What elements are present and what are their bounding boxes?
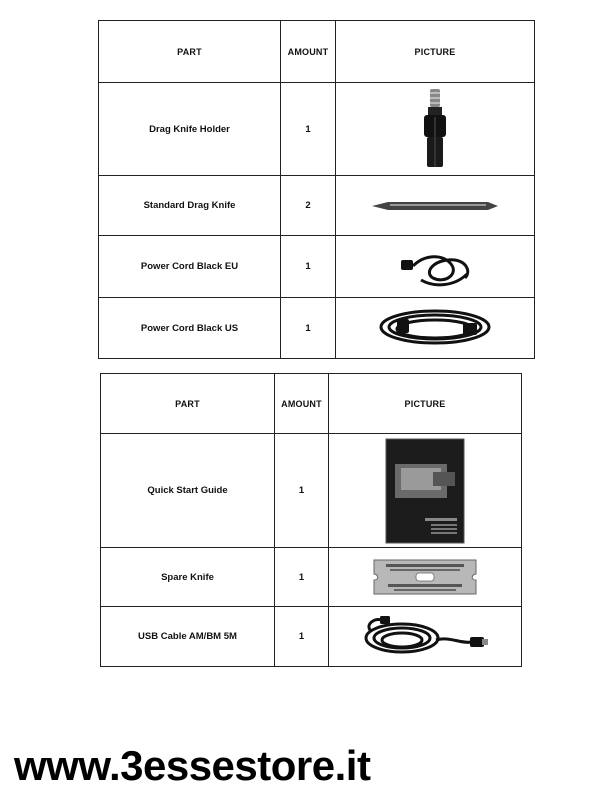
part-picture-cell: [329, 607, 522, 667]
table-row: [99, 83, 535, 176]
header-part: PART: [101, 374, 275, 434]
header-part: PART: [99, 21, 281, 83]
part-amount: 1: [275, 434, 329, 548]
part-amount: 1: [275, 548, 329, 607]
part-name: Standard Drag Knife: [99, 176, 281, 236]
table-header-row: [99, 21, 535, 83]
power-cord-eu-image: [395, 244, 475, 290]
store-website: www.3essestore.it: [14, 742, 371, 789]
quick-start-guide-image: [385, 438, 465, 544]
table-row: [101, 548, 522, 607]
table-row: [101, 607, 522, 667]
parts-table-1: [98, 20, 535, 359]
part-picture-cell: [336, 83, 535, 176]
table-header-row: [101, 374, 522, 434]
table-row: [99, 298, 535, 359]
part-name: Spare Knife: [101, 548, 275, 607]
parts-table-2: [100, 373, 522, 667]
header-amount: AMOUNT: [275, 374, 329, 434]
drag-knife-blade-image: [370, 198, 500, 214]
table-row: [99, 236, 535, 298]
table-row: [99, 176, 535, 236]
header-picture: PICTURE: [329, 374, 522, 434]
part-picture-cell: [329, 548, 522, 607]
header-picture: PICTURE: [336, 21, 535, 83]
part-picture-cell: [336, 236, 535, 298]
part-name: Drag Knife Holder: [99, 83, 281, 176]
usb-cable-image: [360, 612, 490, 662]
part-amount: 2: [281, 176, 336, 236]
part-name: Quick Start Guide: [101, 434, 275, 548]
part-name: USB Cable AM/BM 5M: [101, 607, 275, 667]
table-row: [101, 434, 522, 548]
header-amount: AMOUNT: [281, 21, 336, 83]
spare-knife-blade-image: [370, 554, 480, 600]
part-amount: 1: [281, 298, 336, 359]
part-name: Power Cord Black US: [99, 298, 281, 359]
part-picture-cell: [336, 298, 535, 359]
part-name: Power Cord Black EU: [99, 236, 281, 298]
part-picture-cell: [336, 176, 535, 236]
drag-knife-holder-image: [415, 87, 455, 171]
power-cord-us-image: [375, 305, 495, 351]
part-amount: 1: [281, 236, 336, 298]
part-amount: 1: [275, 607, 329, 667]
part-picture-cell: [329, 434, 522, 548]
part-amount: 1: [281, 83, 336, 176]
